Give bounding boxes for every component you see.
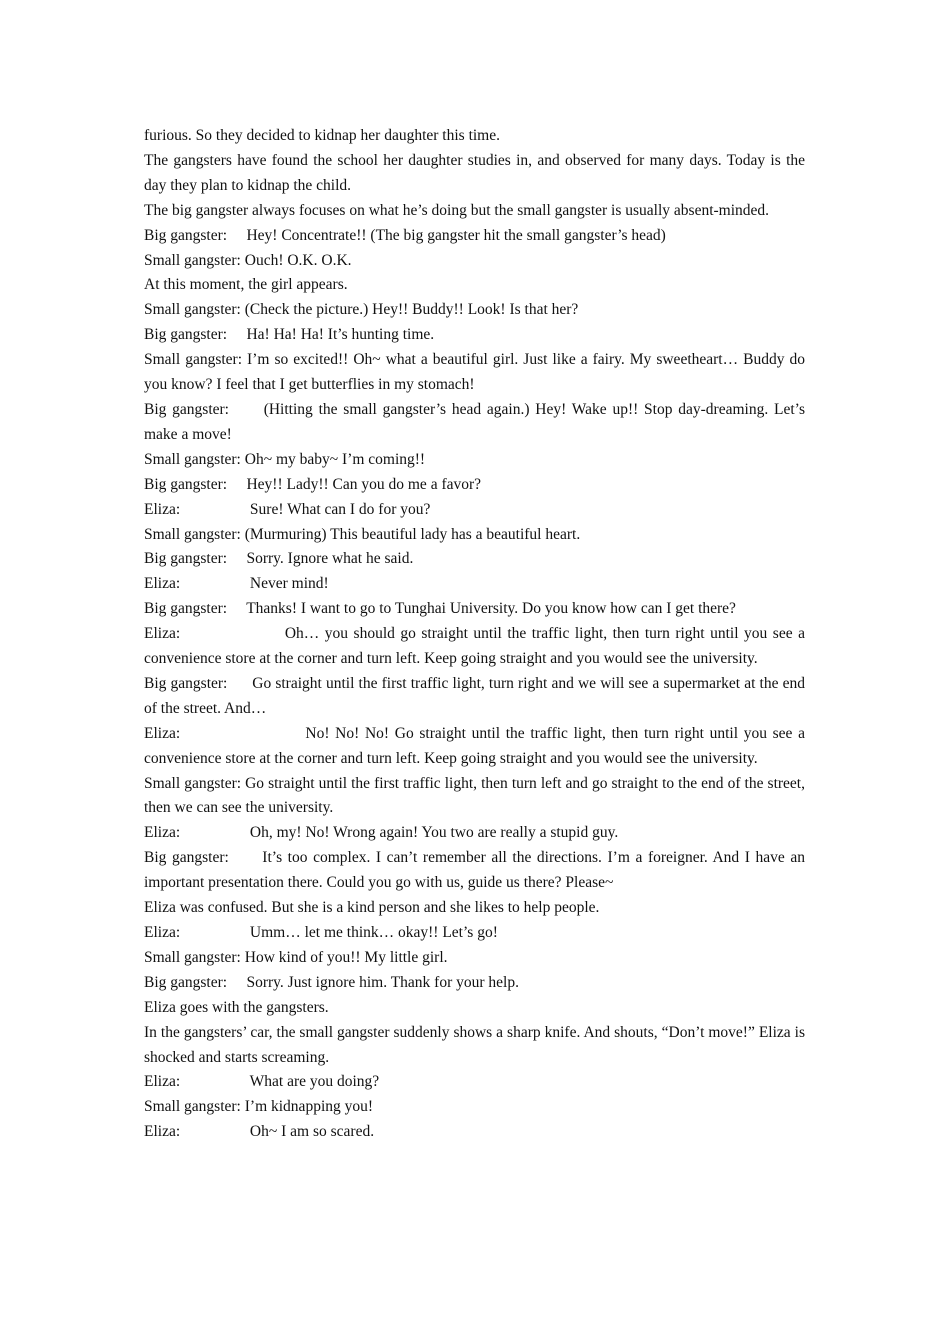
dialogue-line: Eliza: Umm… let me think… okay!! Let’s go! [144, 924, 498, 941]
speaker-label: Small gangster: [144, 948, 245, 966]
dialogue-line: Big gangster: It’s too complex. I can’t remember all the directions. I’m a foreigner. And I have an important presentation there. Could you go with us, guide us there? Please~ [144, 849, 805, 892]
speaker-label: Small gangster: [144, 301, 245, 319]
speaker-label: Eliza: [144, 625, 285, 643]
dialogue-line: Big gangster: Go straight until the first traffic light, turn right and we will see a supermarket at the end of the street. And… [144, 674, 805, 717]
dialogue-line: Small gangster: Go straight until the first traffic light, then turn left and go straight to the end of the street, then we can see the university. [144, 774, 805, 817]
speaker-label: Big gangster: [144, 849, 263, 867]
dialogue-line: Eliza: What are you doing? [144, 1073, 380, 1091]
narration-paragraph: In the gangsters’ car, the small gangster suddenly shows a sharp knife. And shouts, “Don’t move!” Eliza is shocked and starts screaming. [144, 1023, 805, 1066]
dialogue-line: Small gangster: Oh~ my baby~ I’m coming!! [144, 450, 426, 468]
dialogue-line: Big gangster: Hey!! Lady!! Can you do me a favor? [144, 475, 482, 493]
dialogue-line: Eliza: No! No! No! Go straight until the traffic light, then turn right until you see a convenience store at the corner and turn left. Keep going straight and you would see the university. [144, 724, 805, 767]
dialogue-line: Small gangster: (Murmuring) This beautiful lady has a beautiful heart. [144, 525, 581, 543]
speaker-label: Big gangster: [144, 400, 264, 418]
dialogue-line: Big gangster: Thanks! I want to go to Tunghai University. Do you know how can I get there? [144, 600, 736, 618]
speaker-label: Small gangster: [144, 525, 245, 543]
document-page [144, 124, 805, 1145]
speaker-label: Big gangster: [144, 226, 247, 244]
speaker-label: Eliza: [144, 724, 306, 742]
dialogue-line: Small gangster: How kind of you!! My little girl. [144, 948, 448, 966]
narration-paragraph: furious. So they decided to kidnap her daughter this time. [144, 127, 500, 144]
speaker-label: Eliza: [144, 824, 250, 842]
narration-paragraph: The gangsters have found the school her daughter studies in, and observed for many days. Today is the day they plan to kidnap the child. [144, 151, 805, 194]
narration-paragraph: Eliza was confused. But she is a kind person and she likes to help people. [144, 899, 600, 917]
dialogue-line: Eliza: Never mind! [144, 575, 329, 593]
dialogue-line: Eliza: Sure! What can I do for you? [144, 500, 431, 518]
speaker-label: Small gangster: [144, 1098, 245, 1116]
speaker-label: Big gangster: [144, 674, 253, 692]
speaker-label: Big gangster: [144, 550, 247, 568]
speaker-label: Small gangster: [144, 450, 245, 468]
speaker-label: Eliza: [144, 1123, 250, 1141]
dialogue-line: Big gangster: Hey! Concentrate!! (The big gangster hit the small gangster’s head) [144, 226, 666, 244]
dialogue-line: Eliza: Oh~ I am so scared. [144, 1123, 375, 1141]
dialogue-line: Small gangster: (Check the picture.) Hey!! Buddy!! Look! Is that her? [144, 301, 579, 319]
speaker-label: Big gangster: [144, 973, 247, 991]
speaker-label: Small gangster: [144, 351, 248, 369]
dialogue-line: Big gangster: Ha! Ha! Ha! It’s hunting time. [144, 326, 435, 344]
speaker-label: Eliza: [144, 1073, 250, 1091]
speaker-label: Small gangster: [144, 251, 245, 269]
speaker-label: Big gangster: [144, 475, 247, 493]
speaker-label: Eliza: [144, 500, 250, 518]
narration-paragraph: The big gangster always focuses on what he’s doing but the small gangster is usually absent-minded. [144, 201, 770, 219]
dialogue-line: Big gangster: (Hitting the small gangster’s head again.) Hey! Wake up!! Stop day-dreaming. Let’s make a move! [144, 400, 805, 443]
speaker-label: Big gangster: [144, 600, 247, 618]
dialogue-line: Small gangster: Ouch! O.K. O.K. [144, 251, 352, 269]
speaker-label: Small gangster: [144, 774, 246, 792]
dialogue-line: Eliza: Oh… you should go straight until the traffic light, then turn right until you see a convenience store at the corner and turn left. Keep going straight and you would see the university. [144, 625, 805, 668]
narration-paragraph: Eliza goes with the gangsters. [144, 998, 329, 1016]
dialogue-line: Small gangster: I’m kidnapping you! [144, 1098, 374, 1116]
dialogue-line: Eliza: Oh, my! No! Wrong again! You two are really a stupid guy. [144, 824, 619, 842]
speaker-label: Eliza: [144, 575, 250, 593]
dialogue-line: Big gangster: Sorry. Just ignore him. Thank for your help. [144, 973, 519, 991]
dialogue-line: Small gangster: I’m so excited!! Oh~ what a beautiful girl. Just like a fairy. My sweetheart… Buddy do you know? I feel that I get butterflies in my stomach! [144, 351, 805, 394]
speaker-label: Eliza: [144, 924, 250, 941]
dialogue-line: Big gangster: Sorry. Ignore what he said. [144, 550, 414, 568]
speaker-label: Big gangster: [144, 326, 247, 344]
narration-paragraph: At this moment, the girl appears. [144, 276, 348, 294]
